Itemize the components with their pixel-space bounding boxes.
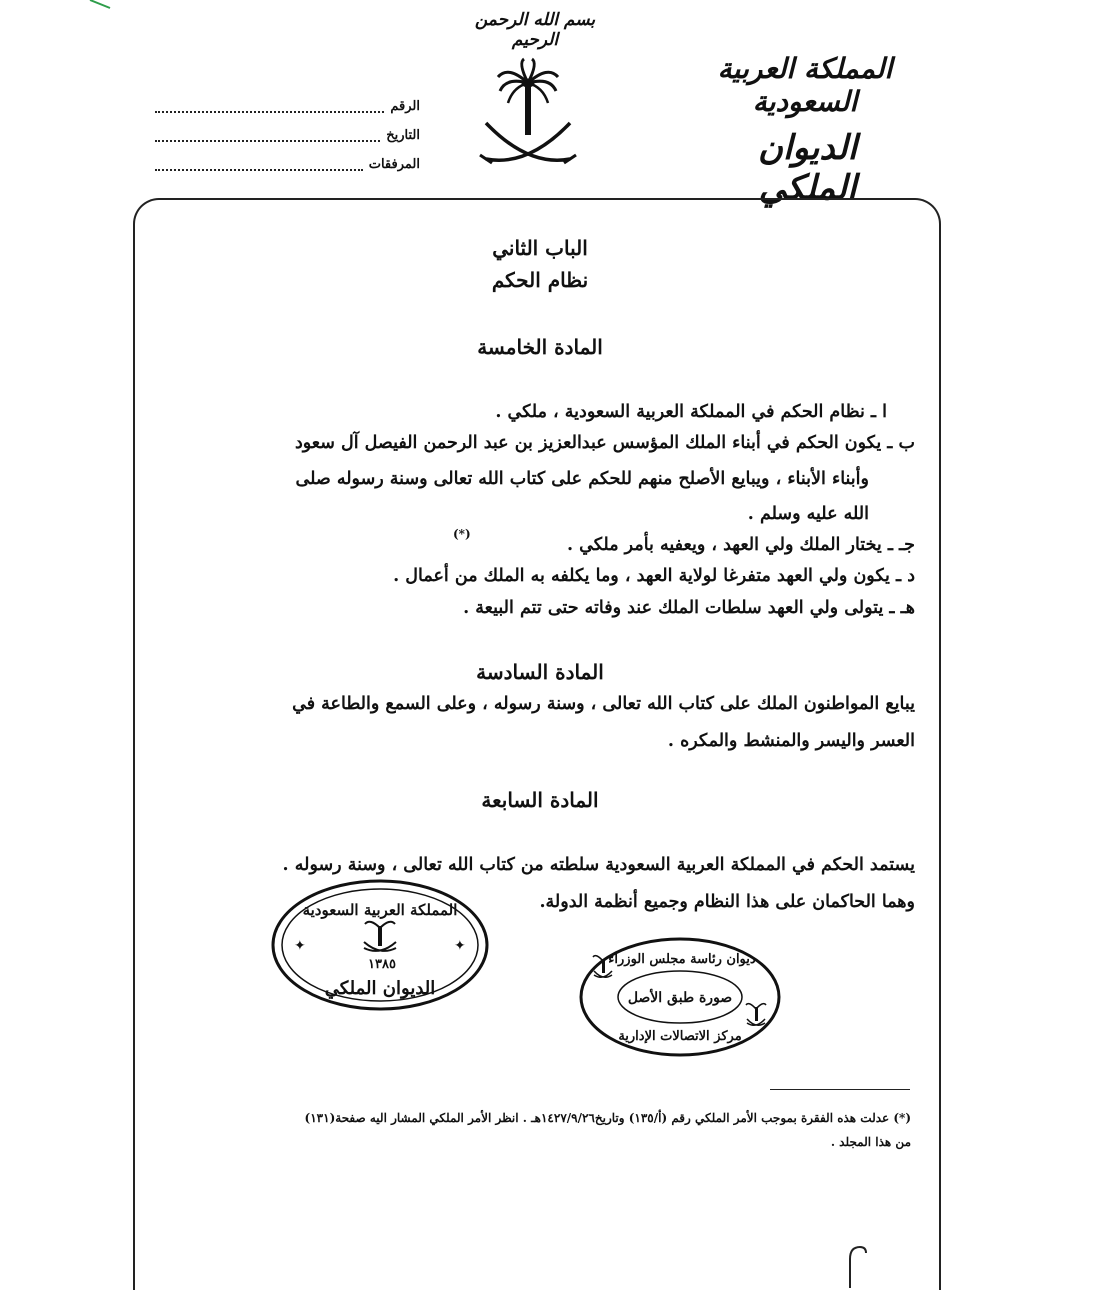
article-7-line: يستمد الحكم في المملكة العربية السعودية سلطته من كتاب الله تعالى ، وسنة رسوله . [282,855,915,875]
article-5-title: المادة الخامسة [477,335,603,359]
field-label: الرقم [390,99,420,114]
stamp-bottom-text: مركز الاتصالات الإدارية [618,1029,742,1044]
article-5-line: جـ ـ يختار الملك ولي العهد ، ويعفيه بأمر ملكي . [566,535,915,555]
reference-date-field [155,121,420,150]
article-7-title: المادة السابعة [481,788,599,812]
footnote-line: من هذا المجلد . [830,1135,911,1149]
kingdom-name: المملكة العربية السعودية [717,52,893,118]
article-6-line: العسر واليسر والمنشط والمكره . [667,731,915,751]
article-6-title: المادة السادسة [476,660,604,684]
stamp-ornament: ✦ [454,938,466,954]
stamp-middle-text: صورة طبق الأصل [627,990,733,1006]
footnote-marker: (*) [453,527,471,541]
article-5-line: الله عليه وسلم . [747,504,869,524]
stamp-bottom-text: الديوان الملكي [324,978,436,999]
dotted-line [155,130,380,142]
field-label: المرفقات [368,157,420,172]
chapter-title: الباب الثاني [492,236,588,260]
stamp-top-text: ديوان رئاسة مجلس الوزراء [608,952,756,967]
chapter-subtitle: نظام الحكم [491,268,589,292]
article-5-line: ب ـ يكون الحكم في أبناء الملك المؤسس عبدالعزيز بن عبد الرحمن الفيصل آل سعود [294,433,915,453]
footnote-line: (*) عدلت هذه الفقرة بموجب الأمر الملكي رقم (أ/١٣٥) وتاريخ١٤٢٧/٩/٢٦هـ . انظر الأمر الملكي المشار اليه صفحة(١٣١) [304,1111,911,1125]
article-5-line: هـ ـ يتولى ولي العهد سلطات الملك عند وفاته حتى تتم البيعة . [463,598,915,618]
article-7-line: وهما الحاكمان على هذا النظام وجميع أنظمة الدولة. [539,892,915,912]
dotted-line [155,159,363,171]
dotted-line [155,101,384,113]
frame-corner-curl [838,1245,868,1288]
article-5-line: ا ـ نظام الحكم في المملكة العربية السعودية ، ملكي . [495,402,887,422]
article-5-line: د ـ يكون ولي العهد متفرغا لولاية العهد ، وما يكلفه به الملك من أعمال . [393,566,915,586]
corner-mark [88,0,113,10]
footnote-separator [770,1089,910,1090]
royal-court-name: الديوان الملكي [757,128,858,208]
reference-number-field [155,92,420,121]
stamp-top-text: المملكة العربية السعودية [302,901,458,919]
stamp-year: ١٣٨٥ [368,957,396,972]
basmala: بسم الله الرحمن الرحيم [474,10,596,50]
article-5-line: وأبناء الأبناء ، ويبايع الأصلح منهم للحكم على كتاب الله تعالى وسنة رسوله صلى [295,469,869,489]
reference-fields [155,92,420,179]
cabinet-stamp [578,935,783,1060]
article-6-line: يبايع المواطنون الملك على كتاب الله تعالى ، وسنة رسوله ، وعلى السمع والطاعة في [292,694,915,714]
saudi-emblem-icon [478,55,578,175]
stamp-ornament: ✦ [294,938,306,954]
royal-court-stamp [270,878,490,1013]
reference-attachments-field [155,150,420,179]
field-label: التاريخ [386,128,420,143]
